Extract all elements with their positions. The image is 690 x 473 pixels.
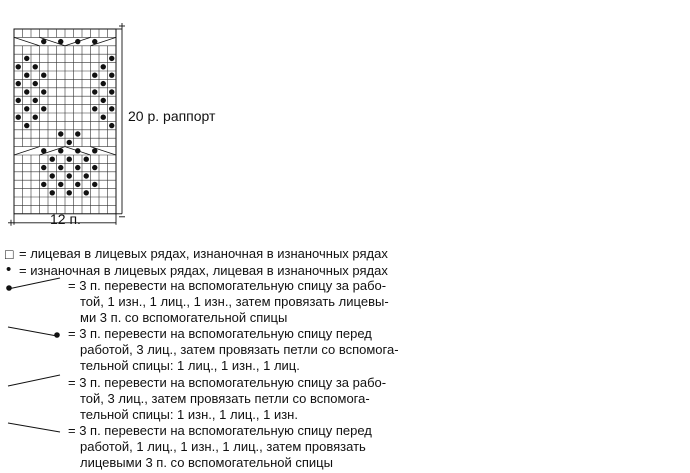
legend-item-cable-4-line-3: лицевыми 3 п. со вспомогательной спицы	[80, 455, 333, 470]
cable-right-knit-symbol	[8, 423, 60, 432]
purl-dot	[92, 182, 97, 187]
purl-dot	[92, 39, 97, 44]
purl-dot	[84, 157, 89, 162]
legend-item-cable-1-line-2: той, 1 изн., 1 лиц., 1 изн., затем провязать лицевы-	[80, 294, 389, 309]
legend-item-cable-2-line-2: работой, 3 лиц., затем провязать петли со вспомога-	[80, 342, 399, 357]
cable-right-purl-dot	[54, 332, 60, 338]
purl-dot	[92, 165, 97, 170]
purl-dot	[109, 73, 114, 78]
purl-dot	[109, 89, 114, 94]
purl-dot	[101, 115, 106, 120]
legend-symbol-purl: •	[6, 261, 12, 278]
purl-dot	[109, 106, 114, 111]
legend-item-cable-2-line-3: тельной спицы: 1 лиц., 1 изн., 1 лиц.	[80, 358, 300, 373]
purl-dot	[92, 89, 97, 94]
purl-dot	[92, 73, 97, 78]
cable-left-purl-dot	[6, 285, 12, 291]
cable-right-purl-symbol	[8, 327, 57, 336]
legend-item-cable-1-line-1: = 3 п. перевести на вспомогательную спицу за рабо-	[68, 278, 387, 293]
purl-dot	[101, 98, 106, 103]
legend-item-knit: = лицевая в лицевых рядах, изнаночная в изнаночных рядах	[19, 246, 388, 261]
legend-item-cable-3-line-1: = 3 п. перевести на вспомогательную спицу за рабо-	[68, 375, 387, 390]
legend-item-cable-4-line-1: = 3 п. перевести на вспомогательную спицу перед	[68, 423, 372, 438]
legend-item-cable-3-line-3: тельной спицы: 1 изн., 1 лиц., 1 изн.	[80, 407, 298, 422]
cable-left-purl-symbol	[8, 278, 60, 289]
purl-dot	[84, 190, 89, 195]
width-label: 12 п.	[50, 211, 81, 227]
repeat-label: 20 р. раппорт	[128, 108, 216, 124]
purl-dot	[84, 173, 89, 178]
purl-dot	[101, 81, 106, 86]
purl-dot	[92, 106, 97, 111]
legend-item-purl: = изнаночная в лицевых рядах, лицевая в изнаночных рядах	[19, 263, 388, 278]
cable-left-knit-symbol	[8, 375, 60, 386]
purl-dot	[109, 56, 114, 61]
legend-symbol-knit: □	[5, 246, 14, 262]
legend-item-cable-4-line-2: работой, 1 лиц., 1 изн., 1 лиц., затем провязать	[80, 439, 366, 454]
legend-item-cable-2-line-1: = 3 п. перевести на вспомогательную спицу перед	[68, 326, 372, 341]
purl-dot	[101, 64, 106, 69]
legend-cable-symbols	[0, 0, 80, 473]
purl-dot	[109, 123, 114, 128]
legend-item-cable-1-line-3: ми 3 п. со вспомогательной спицы	[80, 310, 288, 325]
purl-dot	[92, 148, 97, 153]
legend-item-cable-3-line-2: той, 3 лиц., затем провязать петли со вспомога-	[80, 391, 370, 406]
